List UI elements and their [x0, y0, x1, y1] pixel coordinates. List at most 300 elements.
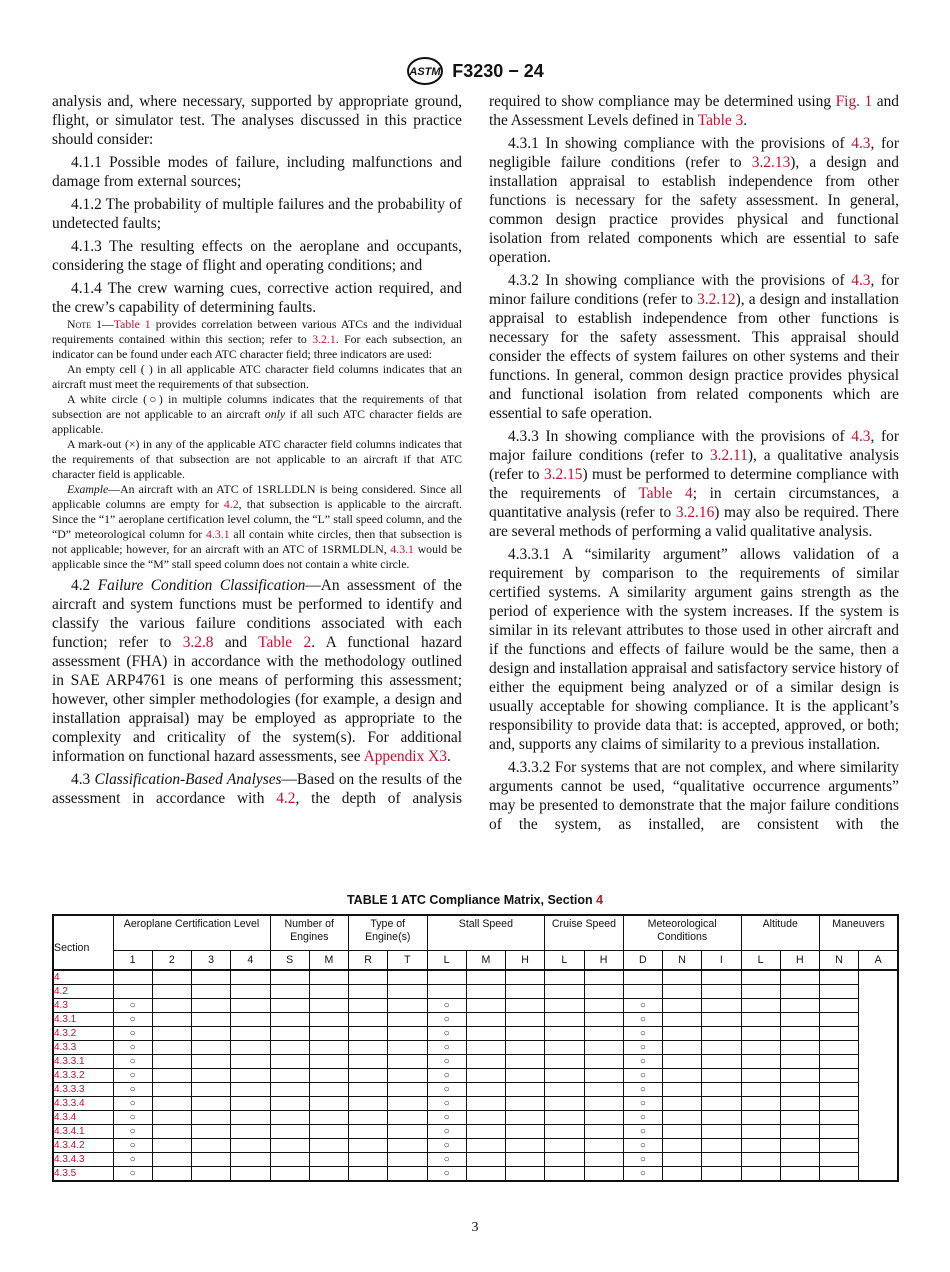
text-run: ; in certain circumstances, a quantitative analysis (refer to	[489, 485, 900, 521]
empty-cell	[152, 999, 191, 1013]
empty-cell	[741, 1167, 780, 1182]
empty-cell	[192, 985, 231, 999]
italic-text: Classification-Based Analyses	[94, 771, 282, 788]
column-header: M	[466, 951, 505, 971]
paragraph	[489, 134, 899, 267]
empty-cell	[506, 1167, 545, 1182]
astm-logo-icon	[406, 56, 444, 86]
paragraph	[489, 545, 899, 754]
section-link[interactable]: 4.2	[53, 985, 113, 999]
empty-cell	[427, 970, 466, 985]
text-run: 4.3	[71, 771, 95, 788]
column-group-header: Cruise Speed	[545, 915, 624, 951]
empty-cell	[780, 1167, 819, 1182]
white-circle-indicator: ○	[623, 1125, 662, 1139]
empty-cell	[741, 970, 780, 985]
column-group-header: Altitude	[741, 915, 820, 951]
empty-cell	[388, 1167, 427, 1182]
text-run: would be applicable since the “M” stall speed column does not contain a white circle.	[52, 542, 462, 571]
column-header: L	[741, 951, 780, 971]
empty-cell	[388, 1097, 427, 1111]
page-number: 3	[471, 1220, 479, 1235]
paragraph	[52, 576, 462, 766]
empty-cell	[388, 1013, 427, 1027]
empty-cell	[663, 1069, 702, 1083]
text-run: and the Assessment Levels defined in	[489, 93, 899, 129]
text-run: 4.3.3 In showing compliance with the provisions of	[508, 428, 852, 445]
empty-cell	[702, 1097, 741, 1111]
section-link[interactable]: 4.3	[53, 999, 113, 1013]
column-header: M	[309, 951, 348, 971]
note-paragraph	[52, 362, 462, 392]
white-circle-indicator: ○	[427, 1111, 466, 1125]
empty-cell	[741, 985, 780, 999]
empty-cell	[231, 1139, 270, 1153]
empty-cell	[349, 1013, 388, 1027]
empty-cell	[584, 1027, 623, 1041]
empty-cell	[152, 1027, 191, 1041]
empty-cell	[702, 1167, 741, 1182]
empty-cell	[192, 970, 231, 985]
empty-cell	[584, 1167, 623, 1182]
empty-cell	[231, 1055, 270, 1069]
white-circle-indicator: ○	[623, 1041, 662, 1055]
empty-cell	[192, 1167, 231, 1182]
section-link[interactable]: 4.3.3.4	[53, 1097, 113, 1111]
text-run: , for major failure conditions (refer to	[489, 428, 899, 464]
empty-cell	[780, 1069, 819, 1083]
cross-reference-link[interactable]: 3.2.13	[751, 154, 791, 171]
empty-cell	[741, 1083, 780, 1097]
empty-cell	[309, 1069, 348, 1083]
paragraph	[489, 758, 899, 834]
cross-reference-link[interactable]: Fig. 1	[835, 93, 873, 110]
cross-reference-link[interactable]: Table 1	[113, 317, 151, 331]
empty-cell	[506, 1097, 545, 1111]
table-row	[53, 1097, 898, 1111]
empty-cell	[309, 1125, 348, 1139]
empty-cell	[780, 1013, 819, 1027]
empty-cell	[702, 1111, 741, 1125]
white-circle-indicator: ○	[427, 1125, 466, 1139]
text-run: 4.2	[71, 577, 98, 594]
empty-cell	[702, 1139, 741, 1153]
empty-cell	[584, 985, 623, 999]
empty-cell	[466, 1111, 505, 1125]
empty-cell	[349, 1069, 388, 1083]
empty-cell	[349, 1097, 388, 1111]
empty-cell	[349, 1167, 388, 1182]
empty-cell	[270, 1013, 309, 1027]
table-title-section-link[interactable]: 4	[596, 893, 604, 907]
table-row	[53, 1111, 898, 1125]
table-row	[53, 1083, 898, 1097]
section-link[interactable]: 4.3.4.2	[53, 1139, 113, 1153]
table-row	[53, 1069, 898, 1083]
section-link[interactable]: 4.3.4.3	[53, 1153, 113, 1167]
cross-reference-link[interactable]: 4.3.1	[390, 542, 414, 556]
text-run: 1—	[91, 317, 114, 331]
empty-cell	[231, 1069, 270, 1083]
text-run: , for negligible failure conditions (refer to	[489, 135, 899, 171]
section-link[interactable]: 4.3.3	[53, 1041, 113, 1055]
empty-cell	[388, 1153, 427, 1167]
text-run: ), a qualitative analysis (refer to	[489, 447, 900, 483]
cross-reference-link[interactable]: 3.2.8	[182, 634, 214, 651]
empty-cell	[506, 1055, 545, 1069]
empty-cell	[780, 1055, 819, 1069]
column-header: R	[349, 951, 388, 971]
column-header: 4	[231, 951, 270, 971]
section-link[interactable]: 4.3.4.1	[53, 1125, 113, 1139]
white-circle-indicator: ○	[623, 1167, 662, 1182]
empty-cell	[702, 1055, 741, 1069]
empty-cell	[388, 1139, 427, 1153]
text-run: if all such ATC character fields are applicable.	[52, 407, 462, 436]
empty-cell	[192, 1125, 231, 1139]
empty-cell	[349, 1027, 388, 1041]
table-row	[53, 985, 898, 999]
text-run: A white circle (○) in multiple columns indicates that the requirements of that subsection are not applicable to an aircraft	[52, 392, 462, 421]
cross-reference-link[interactable]: Table 2	[258, 634, 312, 651]
empty-cell	[152, 1069, 191, 1083]
white-circle-indicator: ○	[113, 1111, 152, 1125]
text-run: , that subsection is applicable to the aircraft. Since the “1” aeroplane certification level column, the “L” stall speed column, and the “D” meteorological column for	[52, 497, 463, 541]
white-circle-indicator: ○	[623, 999, 662, 1013]
empty-cell	[113, 970, 152, 985]
table-row	[53, 1153, 898, 1167]
empty-cell	[663, 1027, 702, 1041]
white-circle-indicator: ○	[427, 1013, 466, 1027]
text-run: analysis and, where necessary, supported by appropriate ground, flight, or simulator test. The analyses discussed in this practice should consider:	[52, 93, 462, 148]
white-circle-indicator: ○	[113, 1069, 152, 1083]
section-link[interactable]: 4.3.4	[53, 1111, 113, 1125]
empty-cell	[349, 1153, 388, 1167]
empty-cell	[309, 1167, 348, 1182]
section-column-header: Section	[53, 915, 113, 970]
empty-cell	[309, 1027, 348, 1041]
cross-reference-link[interactable]: 4.2	[276, 790, 296, 807]
table-row	[53, 1055, 898, 1069]
empty-cell	[231, 1041, 270, 1055]
column-header: L	[427, 951, 466, 971]
section-link[interactable]: 4.3.3.3	[53, 1083, 113, 1097]
white-circle-indicator: ○	[623, 1013, 662, 1027]
column-group-header: Number of Engines	[270, 915, 349, 951]
paragraph	[52, 92, 462, 149]
white-circle-indicator: ○	[113, 1097, 152, 1111]
table-row	[53, 1041, 898, 1055]
table-row	[53, 1013, 898, 1027]
empty-cell	[466, 1153, 505, 1167]
empty-cell	[584, 1139, 623, 1153]
section-link[interactable]: 4.3.1	[53, 1013, 113, 1027]
empty-cell	[584, 1055, 623, 1069]
text-run: 4.1.4 The crew warning cues, corrective action required, and the crew’s capability of determining faults.	[52, 280, 462, 316]
empty-cell	[309, 970, 348, 985]
italic-text: Example	[67, 482, 109, 496]
table-title	[0, 893, 950, 907]
empty-cell	[820, 1055, 859, 1069]
section-link[interactable]: 4.3.2	[53, 1027, 113, 1041]
empty-cell	[231, 1125, 270, 1139]
empty-cell	[584, 1041, 623, 1055]
empty-cell	[663, 1167, 702, 1182]
text-run: ) must be performed to determine compliance with the requirements of	[489, 466, 899, 502]
empty-cell	[820, 1083, 859, 1097]
section-link[interactable]: 4.3.5	[53, 1167, 113, 1182]
cross-reference-link[interactable]: 4.3	[851, 135, 871, 152]
white-circle-indicator: ○	[113, 999, 152, 1013]
section-link[interactable]: 4.3.3.2	[53, 1069, 113, 1083]
empty-cell	[466, 1069, 505, 1083]
empty-cell	[623, 985, 662, 999]
column-header: H	[780, 951, 819, 971]
text-run: 4.3.1 In showing compliance with the provisions of	[508, 135, 852, 152]
paragraph	[52, 770, 462, 808]
empty-cell	[192, 1111, 231, 1125]
table-row	[53, 1027, 898, 1041]
white-circle-indicator: ○	[623, 1111, 662, 1125]
empty-cell	[702, 1125, 741, 1139]
column-header: N	[663, 951, 702, 971]
white-circle-indicator: ○	[427, 1083, 466, 1097]
empty-cell	[584, 1069, 623, 1083]
empty-cell	[663, 1153, 702, 1167]
empty-cell	[780, 1111, 819, 1125]
empty-cell	[231, 1111, 270, 1125]
column-group-header: Maneuvers	[820, 915, 899, 951]
column-header: 2	[152, 951, 191, 971]
empty-cell	[309, 1055, 348, 1069]
empty-cell	[152, 1111, 191, 1125]
empty-cell	[388, 999, 427, 1013]
empty-cell	[152, 1125, 191, 1139]
empty-cell	[506, 1125, 545, 1139]
empty-cell	[584, 1111, 623, 1125]
text-run: An empty cell ( ) in all applicable ATC character field columns indicates that an aircraft must meet the requirements of that subsection.	[52, 362, 462, 391]
text-run: , for minor failure conditions (refer to	[489, 272, 899, 308]
empty-cell	[780, 985, 819, 999]
white-circle-indicator: ○	[427, 1153, 466, 1167]
empty-cell	[309, 1153, 348, 1167]
cross-reference-link[interactable]: 4.3	[851, 428, 871, 445]
text-run: —An assessment of the aircraft and system functions must be performed to identify and classify the various failure conditions associated with each function; refer to	[52, 577, 463, 651]
empty-cell	[545, 1139, 584, 1153]
empty-cell	[152, 1139, 191, 1153]
column-header: D	[623, 951, 662, 971]
text-run: —An aircraft with an ATC of 1SRLLDLN is being considered. Since all applicable columns are empty for	[52, 482, 462, 511]
white-circle-indicator: ○	[427, 1041, 466, 1055]
empty-cell	[663, 1097, 702, 1111]
empty-cell	[780, 1041, 819, 1055]
empty-cell	[780, 1153, 819, 1167]
empty-cell	[270, 1111, 309, 1125]
empty-cell	[231, 999, 270, 1013]
text-run: 4.3.3.2 For systems that are not complex, and where similarity arguments cannot be used, “qualitative occurrence arguments” may be presented to demonstrate that the major failure conditions of the system, as installed, are consistent with the	[489, 759, 899, 833]
empty-cell	[388, 1111, 427, 1125]
empty-cell	[349, 1111, 388, 1125]
empty-cell	[270, 1153, 309, 1167]
empty-cell	[192, 1139, 231, 1153]
empty-cell	[820, 999, 859, 1013]
table-title-text: TABLE 1 ATC Compliance Matrix, Section	[346, 893, 597, 907]
empty-cell	[780, 1097, 819, 1111]
note-paragraph	[52, 392, 462, 437]
cross-reference-link[interactable]: 3.2.15	[544, 466, 583, 483]
empty-cell	[231, 1027, 270, 1041]
empty-cell	[270, 1055, 309, 1069]
white-circle-indicator: ○	[113, 1083, 152, 1097]
column-group-header: Stall Speed	[427, 915, 545, 951]
text-run: required to show compliance may be determined using	[489, 93, 836, 110]
table-row	[53, 1139, 898, 1153]
column-group-header: Type of Engine(s)	[349, 915, 428, 951]
empty-cell	[820, 1097, 859, 1111]
white-circle-indicator: ○	[623, 1083, 662, 1097]
empty-cell	[702, 1083, 741, 1097]
paragraph	[489, 271, 899, 423]
text-run: 4.1.3 The resulting effects on the aeroplane and occupants, considering the stage of flight and operating conditions; and	[52, 238, 462, 274]
empty-cell	[309, 1013, 348, 1027]
text-run: 4.1.1 Possible modes of failure, including malfunctions and damage from external sources;	[52, 154, 462, 190]
empty-cell	[192, 999, 231, 1013]
empty-cell	[152, 1097, 191, 1111]
empty-cell	[545, 1083, 584, 1097]
empty-cell	[545, 1027, 584, 1041]
note-paragraph	[52, 317, 462, 362]
table-row	[53, 999, 898, 1013]
empty-cell	[231, 970, 270, 985]
white-circle-indicator: ○	[427, 1097, 466, 1111]
empty-cell	[545, 970, 584, 985]
empty-cell	[741, 1027, 780, 1041]
empty-cell	[506, 1013, 545, 1027]
empty-cell	[270, 999, 309, 1013]
empty-cell	[309, 985, 348, 999]
note-paragraph	[52, 482, 462, 572]
text-run: 4.3.2 In showing compliance with the provisions of	[508, 272, 852, 289]
empty-cell	[270, 1097, 309, 1111]
empty-cell	[152, 1041, 191, 1055]
white-circle-indicator: ○	[113, 1041, 152, 1055]
cross-reference-link[interactable]: Table 4	[638, 485, 693, 502]
empty-cell	[192, 1013, 231, 1027]
empty-cell	[663, 999, 702, 1013]
cross-reference-link[interactable]: 4.2	[223, 497, 239, 511]
empty-cell	[545, 999, 584, 1013]
column-header: T	[388, 951, 427, 971]
empty-cell	[388, 1041, 427, 1055]
white-circle-indicator: ○	[427, 1027, 466, 1041]
empty-cell	[702, 970, 741, 985]
empty-cell	[820, 1125, 859, 1139]
table-row	[53, 970, 898, 985]
cross-reference-link[interactable]: 4.3	[851, 272, 871, 289]
empty-cell	[270, 985, 309, 999]
empty-cell	[780, 1083, 819, 1097]
cross-reference-link[interactable]: 4.3.1	[206, 527, 230, 541]
empty-cell	[192, 1055, 231, 1069]
empty-cell	[270, 1083, 309, 1097]
empty-cell	[231, 1167, 270, 1182]
empty-cell	[545, 1167, 584, 1182]
cross-reference-link[interactable]: 3.2.12	[697, 291, 736, 308]
empty-cell	[152, 1013, 191, 1027]
empty-cell	[820, 1069, 859, 1083]
empty-cell	[741, 1013, 780, 1027]
empty-cell	[309, 1041, 348, 1055]
empty-cell	[663, 1139, 702, 1153]
empty-cell	[388, 970, 427, 985]
column-header: A	[859, 951, 898, 971]
italic-text: only	[264, 407, 286, 421]
table-row	[53, 1167, 898, 1182]
note-paragraph	[52, 437, 462, 482]
empty-cell	[270, 1125, 309, 1139]
text-run: provides correlation between various ATCs and the individual requirements contained within this section; refer to	[52, 317, 462, 346]
section-link[interactable]: 4	[53, 970, 113, 985]
empty-cell	[820, 1153, 859, 1167]
empty-cell	[820, 1041, 859, 1055]
text-run: .	[743, 112, 748, 129]
empty-cell	[466, 970, 505, 985]
empty-cell	[231, 1153, 270, 1167]
empty-cell	[663, 1111, 702, 1125]
empty-cell	[309, 1139, 348, 1153]
empty-cell	[349, 985, 388, 999]
empty-cell	[545, 1097, 584, 1111]
empty-cell	[152, 985, 191, 999]
empty-cell	[466, 1125, 505, 1139]
empty-cell	[663, 1083, 702, 1097]
empty-cell	[820, 1111, 859, 1125]
text-run: 4.1.2 The probability of multiple failures and the probability of undetected faults;	[52, 196, 462, 232]
empty-cell	[506, 1041, 545, 1055]
white-circle-indicator: ○	[113, 1013, 152, 1027]
empty-cell	[152, 1083, 191, 1097]
cross-reference-link[interactable]: 3.2.11	[709, 447, 748, 464]
left-text-column	[52, 92, 462, 808]
empty-cell	[663, 1041, 702, 1055]
section-link[interactable]: 4.3.3.1	[53, 1055, 113, 1069]
cross-reference-link[interactable]: Table 3	[697, 112, 744, 129]
empty-cell	[584, 1097, 623, 1111]
empty-cell	[349, 1139, 388, 1153]
text-run: and	[213, 634, 259, 651]
empty-cell	[780, 1027, 819, 1041]
column-header: 3	[192, 951, 231, 971]
empty-cell	[466, 1097, 505, 1111]
empty-cell	[820, 1167, 859, 1182]
empty-cell	[231, 1013, 270, 1027]
empty-cell	[349, 1125, 388, 1139]
cross-reference-link[interactable]: 3.2.1	[312, 332, 336, 346]
empty-cell	[584, 999, 623, 1013]
empty-cell	[270, 1027, 309, 1041]
empty-cell	[584, 1013, 623, 1027]
text-run: . A functional hazard assessment (FHA) in accordance with the methodology outlined in SAE ARP4761 is one means of performing this assessment; however, other simpler methodologies (for example, a design and installation appraisal) may be employed as appropriate to the complexity and criticality of the system(s). For additional information on functional hazard assessments, see	[52, 634, 462, 765]
empty-cell	[506, 1083, 545, 1097]
text-run: ), a design and installation appraisal to establish independence from other functions is necessary for the safety assessment. In general, common design practice provides physical and functional isolation from related components which are essential to safe operation.	[489, 154, 899, 266]
cross-reference-link[interactable]: 3.2.16	[675, 504, 715, 521]
empty-cell	[780, 1139, 819, 1153]
white-circle-indicator: ○	[427, 1055, 466, 1069]
cross-reference-link[interactable]: Appendix X3	[363, 748, 447, 765]
empty-cell	[702, 1027, 741, 1041]
empty-cell	[309, 1083, 348, 1097]
empty-cell	[192, 1097, 231, 1111]
